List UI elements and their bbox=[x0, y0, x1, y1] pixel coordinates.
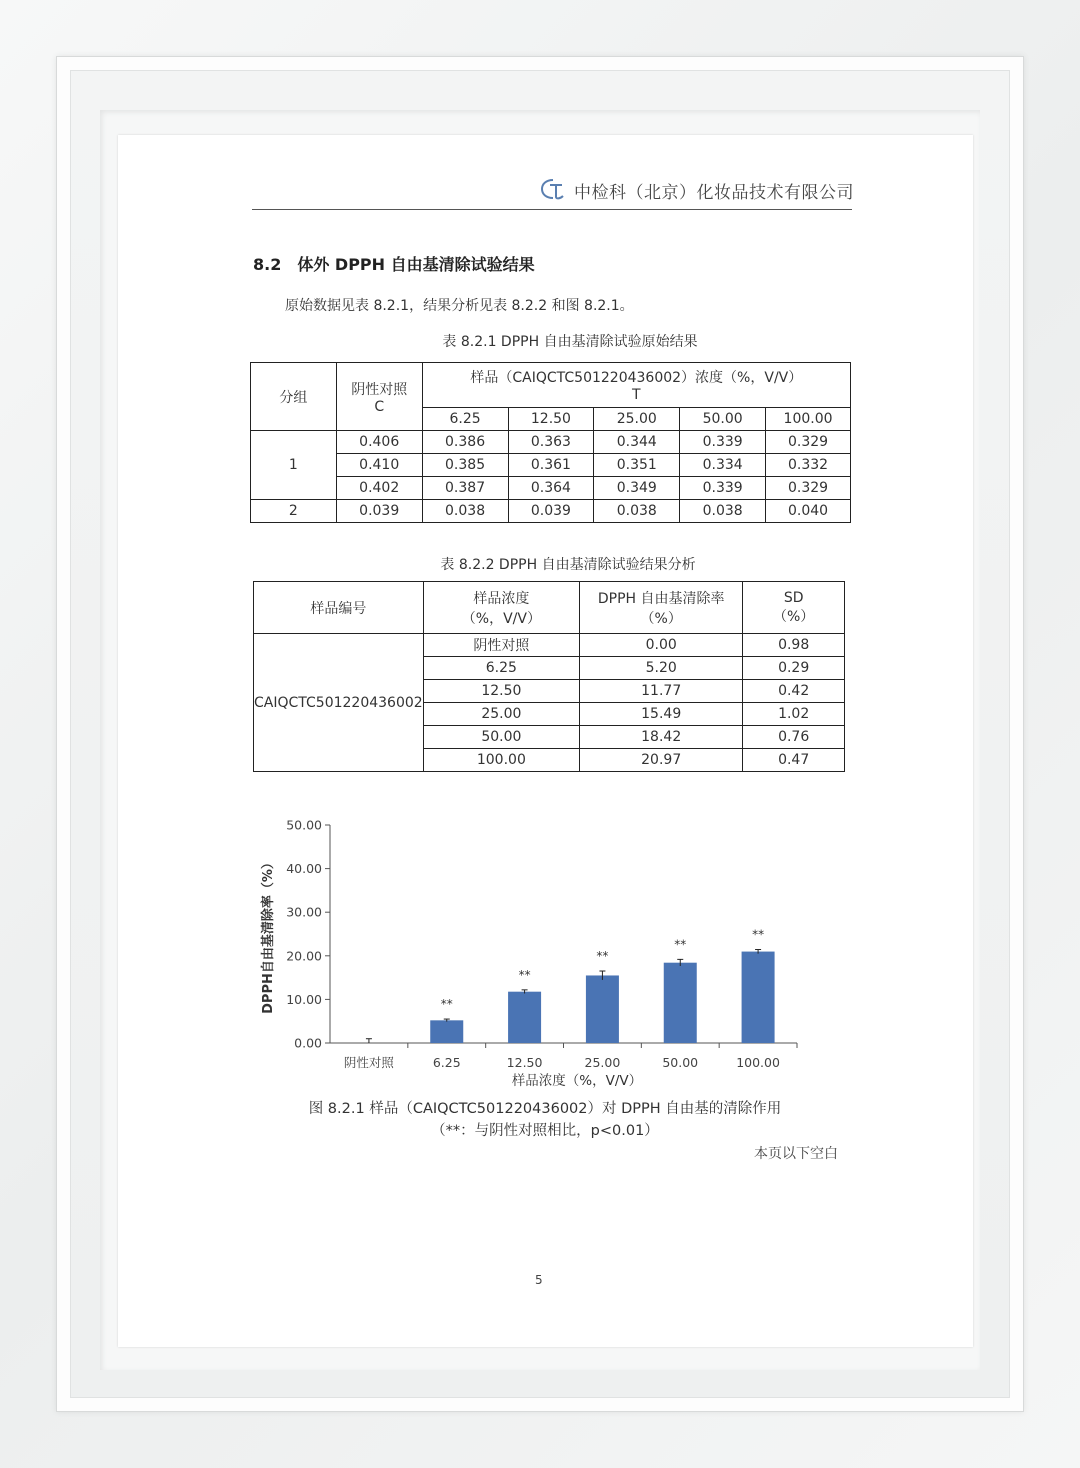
significance-label: ** bbox=[518, 967, 531, 982]
conc-cell: 6.25 bbox=[423, 657, 579, 680]
value-cell: 0.038 bbox=[680, 500, 766, 523]
value-cell: 0.332 bbox=[766, 454, 851, 477]
value-cell: 0.039 bbox=[508, 500, 594, 523]
figure-note: （**：与阴性对照相比，p<0.01） bbox=[431, 1123, 659, 1139]
conc-cell: 50.00 bbox=[423, 726, 579, 749]
value-cell: 0.349 bbox=[594, 477, 680, 500]
header-rate-unit: （%） bbox=[640, 610, 682, 627]
group-cell: 1 bbox=[251, 431, 337, 500]
sd-cell: 1.02 bbox=[743, 703, 845, 726]
y-axis-ticks bbox=[286, 818, 330, 1051]
raw-results-table bbox=[250, 362, 851, 523]
y-tick-label: 10.00 bbox=[286, 991, 322, 1007]
significance-label: ** bbox=[674, 937, 687, 952]
header-control bbox=[336, 363, 422, 431]
x-tick-label: 25.00 bbox=[584, 1055, 621, 1070]
table1-caption: 表 8.2.1 DPPH 自由基清除试验原始结果 bbox=[442, 334, 698, 350]
value-cell: 0.038 bbox=[594, 500, 680, 523]
rate-cell: 20.97 bbox=[580, 749, 743, 772]
bar bbox=[508, 992, 541, 1043]
header-conc: 12.50 bbox=[508, 408, 594, 431]
header-conc: 25.00 bbox=[594, 408, 680, 431]
control-cell: 0.406 bbox=[336, 431, 422, 454]
rate-cell: 18.42 bbox=[580, 726, 743, 749]
company-name: 中检科（北京）化妆品技术有限公司 bbox=[574, 183, 854, 203]
results-analysis-table bbox=[253, 581, 845, 772]
value-cell: 0.361 bbox=[508, 454, 594, 477]
conc-cell: 12.50 bbox=[423, 680, 579, 703]
value-cell: 0.334 bbox=[680, 454, 766, 477]
x-tick-label: 6.25 bbox=[432, 1055, 461, 1070]
company-logo-icon bbox=[540, 177, 566, 201]
table-row bbox=[251, 477, 851, 500]
section-title: 8.2 体外 DPPH 自由基清除试验结果 bbox=[253, 255, 535, 274]
value-cell: 0.329 bbox=[766, 477, 851, 500]
sd-cell: 0.42 bbox=[743, 680, 845, 703]
header-divider bbox=[252, 209, 852, 210]
sd-cell: 0.47 bbox=[743, 749, 845, 772]
header-sample-label: 样品（CAIQCTC501220436002）浓度（%，V/V） bbox=[470, 370, 803, 386]
value-cell: 0.386 bbox=[422, 431, 508, 454]
x-axis-label: 样品浓度（%，V/V） bbox=[511, 1073, 643, 1089]
conc-cell: 阴性对照 bbox=[423, 634, 579, 657]
rate-cell: 5.20 bbox=[580, 657, 743, 680]
header-sd-label: SD bbox=[783, 589, 804, 606]
control-cell: 0.410 bbox=[336, 454, 422, 477]
x-tick-label: 50.00 bbox=[662, 1055, 699, 1070]
y-tick-label: 30.00 bbox=[286, 904, 322, 920]
header-group: 分组 bbox=[251, 363, 337, 431]
rate-cell: 0.00 bbox=[580, 634, 743, 657]
bar bbox=[664, 963, 697, 1043]
y-tick-label: 50.00 bbox=[286, 817, 322, 833]
blank-page-note: 本页以下空白 bbox=[754, 1146, 838, 1162]
value-cell: 0.351 bbox=[594, 454, 680, 477]
table-row bbox=[254, 634, 845, 657]
control-cell: 0.039 bbox=[336, 500, 422, 523]
figure-caption: 图 8.2.1 样品（CAIQCTC501220436002）对 DPPH 自由基的清除作用 bbox=[308, 1101, 782, 1117]
value-cell: 0.339 bbox=[680, 477, 766, 500]
header-rate-label: DPPH 自由基清除率 bbox=[597, 590, 725, 607]
rate-cell: 15.49 bbox=[580, 703, 743, 726]
header-control-sub: C bbox=[374, 398, 385, 415]
significance-label: ** bbox=[596, 949, 609, 964]
conc-cell: 25.00 bbox=[423, 703, 579, 726]
header-conc: 6.25 bbox=[422, 408, 508, 431]
page-number: 5 bbox=[535, 1273, 543, 1287]
header-conc: 100.00 bbox=[766, 408, 851, 431]
bar bbox=[742, 952, 775, 1043]
value-cell: 0.363 bbox=[508, 431, 594, 454]
table-row bbox=[251, 454, 851, 477]
x-tick-label: 阴性对照 bbox=[343, 1055, 394, 1070]
table-row bbox=[251, 431, 851, 454]
header-sample bbox=[422, 363, 850, 408]
significance-label: ** bbox=[752, 927, 765, 942]
control-cell: 0.402 bbox=[336, 477, 422, 500]
group-cell: 2 bbox=[251, 500, 337, 523]
header-sample-sub: T bbox=[632, 387, 641, 403]
x-axis-ticks bbox=[344, 1043, 797, 1070]
header-control-label: 阴性对照 bbox=[351, 381, 408, 398]
value-cell: 0.040 bbox=[766, 500, 851, 523]
value-cell: 0.344 bbox=[594, 431, 680, 454]
header-conc-label: 样品浓度 bbox=[473, 590, 530, 607]
table2-caption: 表 8.2.2 DPPH 自由基清除试验结果分析 bbox=[440, 557, 696, 573]
x-tick-label: 100.00 bbox=[736, 1055, 780, 1070]
sample-id-cell: CAIQCTC501220436002 bbox=[254, 634, 424, 772]
dpph-bar-chart bbox=[250, 808, 810, 1093]
sd-cell: 0.29 bbox=[743, 657, 845, 680]
significance-label: ** bbox=[440, 997, 453, 1012]
chart-bars bbox=[366, 928, 775, 1043]
header-sample-id: 样品编号 bbox=[254, 582, 424, 634]
value-cell: 0.329 bbox=[766, 431, 851, 454]
value-cell: 0.387 bbox=[422, 477, 508, 500]
header-scavenging-rate bbox=[580, 582, 743, 634]
sd-cell: 0.98 bbox=[743, 634, 845, 657]
x-tick-label: 12.50 bbox=[506, 1055, 543, 1070]
table-row bbox=[251, 500, 851, 523]
header-sd bbox=[743, 582, 845, 634]
y-axis-label: DPPH自由基清除率（%） bbox=[261, 856, 276, 1014]
conc-cell: 100.00 bbox=[423, 749, 579, 772]
y-tick-label: 40.00 bbox=[286, 861, 322, 877]
header-conc: 50.00 bbox=[680, 408, 766, 431]
value-cell: 0.339 bbox=[680, 431, 766, 454]
header-sd-unit: （%） bbox=[773, 608, 815, 625]
rate-cell: 11.77 bbox=[580, 680, 743, 703]
header-conc-unit: （%，V/V） bbox=[461, 610, 541, 627]
sd-cell: 0.76 bbox=[743, 726, 845, 749]
header-concentration bbox=[423, 582, 579, 634]
value-cell: 0.038 bbox=[422, 500, 508, 523]
y-tick-label: 20.00 bbox=[286, 948, 322, 964]
chart-axes bbox=[330, 825, 797, 1043]
bar bbox=[586, 975, 619, 1043]
value-cell: 0.364 bbox=[508, 477, 594, 500]
bar bbox=[430, 1020, 463, 1043]
section-intro: 原始数据见表 8.2.1，结果分析见表 8.2.2 和图 8.2.1。 bbox=[285, 298, 634, 314]
value-cell: 0.385 bbox=[422, 454, 508, 477]
y-tick-label: 0.00 bbox=[294, 1035, 322, 1051]
